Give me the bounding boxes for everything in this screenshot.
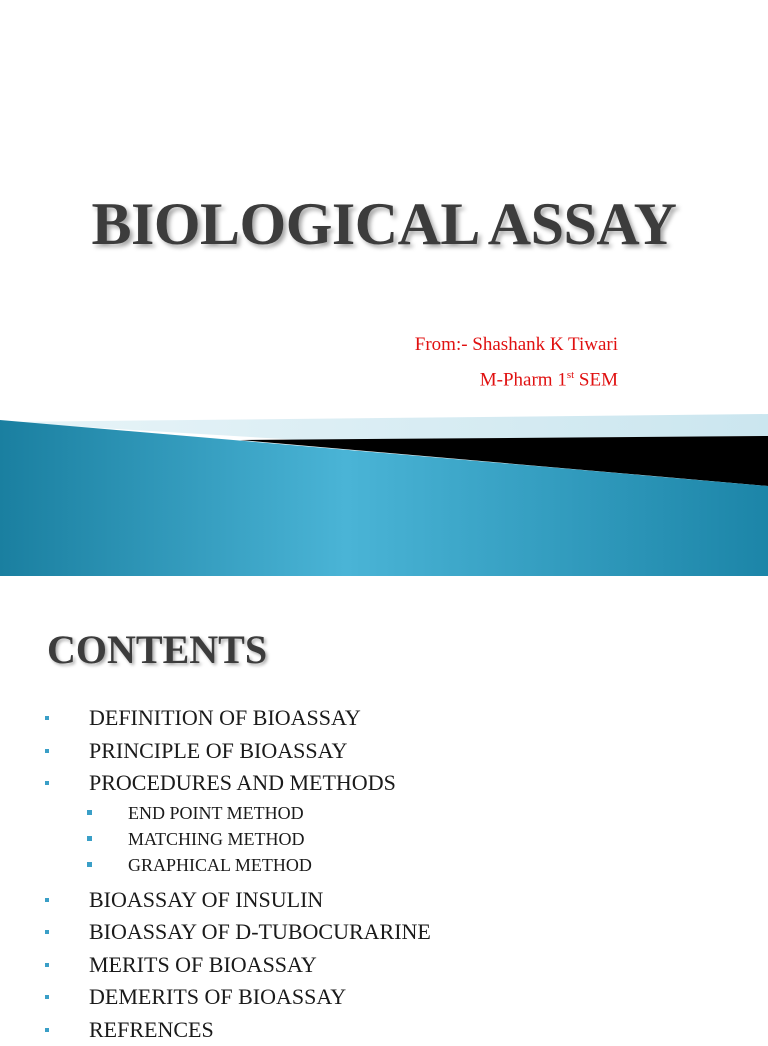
author-line: From:- Shashank K Tiwari	[380, 330, 618, 360]
course-prefix: M-Pharm 1	[480, 369, 567, 390]
list-item: REFRENCES	[0, 1014, 768, 1046]
course-line	[380, 360, 618, 395]
sub-list-item: MATCHING METHOD	[0, 826, 768, 852]
bullet-icon	[87, 862, 92, 867]
contents-title: CONTENTS	[47, 626, 267, 673]
list-item: PRINCIPLE OF BIOASSAY	[0, 735, 768, 768]
sub-list-item: END POINT METHOD	[0, 800, 768, 826]
bullet-icon	[45, 781, 49, 785]
bullet-icon	[87, 810, 92, 815]
bullet-icon	[45, 1028, 49, 1032]
sub-list-item: GRAPHICAL METHOD	[0, 852, 768, 878]
course-superscript: st	[567, 369, 574, 381]
bullet-icon	[45, 963, 49, 967]
decorative-band	[0, 410, 768, 576]
list-item: BIOASSAY OF INSULIN	[0, 884, 768, 917]
list-item: MERITS OF BIOASSAY	[0, 949, 768, 982]
bullet-icon	[45, 898, 49, 902]
bullet-icon	[45, 930, 49, 934]
list-item: DEFINITION OF BIOASSAY	[0, 702, 768, 735]
bullet-icon	[45, 995, 49, 999]
bullet-icon	[45, 749, 49, 753]
slide-title: BIOLOGICAL ASSAY	[0, 190, 768, 259]
bullet-icon	[45, 716, 49, 720]
course-suffix: SEM	[574, 369, 618, 390]
list-item: DEMERITS OF BIOASSAY	[0, 981, 768, 1014]
bullet-icon	[87, 836, 92, 841]
list-item: BIOASSAY OF D-TUBOCURARINE	[0, 916, 768, 949]
author-block	[380, 330, 618, 395]
contents-list	[0, 702, 768, 1046]
list-item: PROCEDURES AND METHODS	[0, 767, 768, 800]
contents-slide	[0, 576, 768, 1024]
